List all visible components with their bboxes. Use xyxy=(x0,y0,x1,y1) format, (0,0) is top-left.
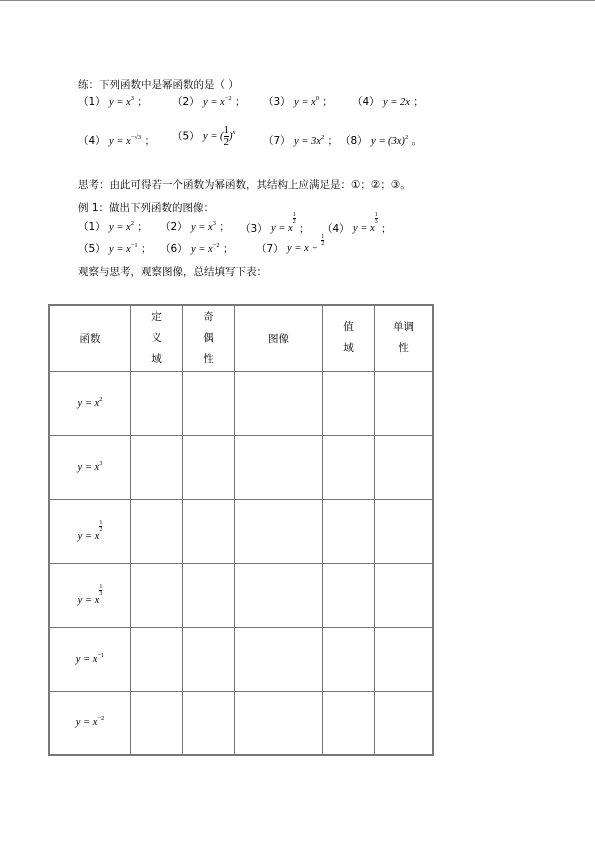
item-number: （5） xyxy=(78,243,106,255)
domain-cell[interactable] xyxy=(131,499,183,563)
domain-cell[interactable] xyxy=(131,691,183,755)
header-function: 函数 xyxy=(49,305,131,371)
header-range: 值 域 xyxy=(323,305,375,371)
graph-cell[interactable] xyxy=(235,691,323,755)
table-row xyxy=(49,563,433,627)
domain-cell[interactable] xyxy=(131,371,183,435)
range-cell[interactable] xyxy=(323,691,375,755)
monotonicity-cell[interactable] xyxy=(375,435,434,499)
exercise-item-8: （8） $y = (3x)^2$ 。 xyxy=(340,134,423,147)
range-cell[interactable] xyxy=(323,435,375,499)
item-number: （2） xyxy=(172,96,200,108)
observe-line: 观察与思考，观察图像，总结填写下表： xyxy=(78,266,267,278)
graph-cell[interactable] xyxy=(235,627,323,691)
domain-cell[interactable] xyxy=(131,627,183,691)
example-item-5: （5） $y = x^{-1}$ ； xyxy=(78,242,152,255)
item-number: （4） xyxy=(78,135,106,147)
think-line: 思考：由此可得若一个函数为幂函数，其结构上应满足是：①；②；③。 xyxy=(78,179,411,191)
summary-table xyxy=(48,304,434,756)
exercise-item-2: （2） $y = x^{-2}$ ； xyxy=(172,95,246,108)
math-expression: $y = x^3$ xyxy=(109,95,134,108)
item-number: （1） xyxy=(78,96,106,108)
math-expression: y = ( $\frac{1}{2}$ )$^x$ xyxy=(203,124,236,148)
math-expression: $y = x^{-2}$ xyxy=(203,95,232,108)
exercise-item-1: （1） $y = x^3$ ； xyxy=(78,95,148,108)
item-number: （8） xyxy=(340,135,368,147)
range-cell[interactable] xyxy=(323,499,375,563)
item-number: （4） xyxy=(322,223,350,235)
monotonicity-cell[interactable] xyxy=(375,563,434,627)
math-expression: $y = (3x)^2$ xyxy=(371,134,409,147)
header-monotonicity: 单调 性 xyxy=(375,305,434,371)
example-item-1: （1） $y = x^2$ ； xyxy=(78,220,148,233)
header-graph: 图像 xyxy=(235,305,323,371)
header-parity: 奇 偶 性 xyxy=(183,305,235,371)
fraction-exponent: $\frac{1}{3}$ xyxy=(374,212,378,225)
math-expression: $y = x^{-1}$ xyxy=(109,242,138,255)
example-item-2: （2） $y = x^3$ ； xyxy=(160,220,230,233)
graph-cell[interactable] xyxy=(235,435,323,499)
example-title: 例 1：做出下列函数的图像： xyxy=(78,202,215,214)
table-row xyxy=(49,499,433,563)
item-number: （1） xyxy=(78,221,106,233)
item-number: （4） xyxy=(352,96,380,108)
item-number: （3） xyxy=(240,223,268,235)
parity-cell[interactable] xyxy=(183,371,235,435)
item-number: （7） xyxy=(256,243,284,255)
function-cell: y = x $\frac{1}{2}$ xyxy=(49,499,131,563)
math-expression: $y = x^0$ xyxy=(294,95,319,108)
fraction: $\frac{1}{2}$ xyxy=(223,124,230,148)
fraction-exponent: $\frac{1}{2}$ xyxy=(321,234,325,247)
monotonicity-cell[interactable] xyxy=(375,371,434,435)
graph-cell[interactable] xyxy=(235,499,323,563)
parity-cell[interactable] xyxy=(183,563,235,627)
exercise-title: 练：下列函数中是幂函数的是（ ） xyxy=(78,79,239,91)
table-row xyxy=(49,435,433,499)
top-rule xyxy=(0,0,595,1)
domain-cell[interactable] xyxy=(131,435,183,499)
item-number: （5） xyxy=(172,130,200,143)
monotonicity-cell[interactable] xyxy=(375,499,434,563)
table-row xyxy=(49,627,433,691)
fraction-exponent: $\frac{1}{2}$ xyxy=(292,212,296,225)
example-item-3: （3） y = x $\frac{1}{2}$ ； xyxy=(240,212,310,235)
table-header-row xyxy=(49,305,433,371)
graph-cell[interactable] xyxy=(235,563,323,627)
math-expression: y = x $\frac{1}{2}$ xyxy=(271,212,296,234)
range-cell[interactable] xyxy=(323,563,375,627)
function-cell: $y = x^2$ xyxy=(49,371,131,435)
exponent-sign: − xyxy=(312,243,318,252)
parity-cell[interactable] xyxy=(183,627,235,691)
math-expression: $y = x^3$ xyxy=(191,220,216,233)
math-expression: y = x $\frac{1}{3}$ xyxy=(353,212,378,234)
example-item-4: （4） y = x $\frac{1}{3}$ ； xyxy=(322,212,392,235)
fraction-exponent: $\frac{1}{2}$ xyxy=(99,520,103,533)
math-expression: y = 2x xyxy=(383,97,410,108)
math-expression: $y = x^{-2}$ xyxy=(191,242,220,255)
table-row xyxy=(49,691,433,755)
exercise-item-5: （4） $y = x^{-√3}$ ； xyxy=(78,134,156,147)
parity-cell[interactable] xyxy=(183,435,235,499)
function-cell: y = x $\frac{1}{3}$ xyxy=(49,563,131,627)
example-item-7 xyxy=(256,234,325,255)
item-number: （3） xyxy=(263,96,291,108)
math-expression: $y = x^{-√3}$ xyxy=(109,134,142,147)
item-number: （7） xyxy=(263,135,291,147)
exercise-item-7: （7） $y = 3x^2$ ； xyxy=(263,134,339,147)
graph-cell[interactable] xyxy=(235,371,323,435)
monotonicity-cell[interactable] xyxy=(375,691,434,755)
monotonicity-cell[interactable] xyxy=(375,627,434,691)
exercise-item-4: （4） y = 2x ； xyxy=(352,96,424,108)
exercise-item-3: （3） $y = x^0$ ； xyxy=(263,95,333,108)
function-cell: $y = x^{-2}$ xyxy=(49,691,131,755)
item-number: （2） xyxy=(160,221,188,233)
header-domain: 定 义 域 xyxy=(131,305,183,371)
table-row xyxy=(49,371,433,435)
fraction-exponent: $\frac{1}{3}$ xyxy=(99,584,103,597)
math-expression: $y = 3x^2$ xyxy=(294,134,325,147)
range-cell[interactable] xyxy=(323,627,375,691)
example-item-6: （6） $y = x^{-2}$ ； xyxy=(160,242,234,255)
function-cell: $y = x^{-1}$ xyxy=(49,627,131,691)
parity-cell[interactable] xyxy=(183,499,235,563)
math-expression: $y = x^2$ xyxy=(109,220,134,233)
parity-cell[interactable] xyxy=(183,691,235,755)
function-cell: $y = x^3$ xyxy=(49,435,131,499)
item-number: （6） xyxy=(160,243,188,255)
math-expression: y = x xyxy=(287,243,309,254)
range-cell[interactable] xyxy=(323,371,375,435)
exercise-item-6 xyxy=(172,125,235,148)
domain-cell[interactable] xyxy=(131,563,183,627)
